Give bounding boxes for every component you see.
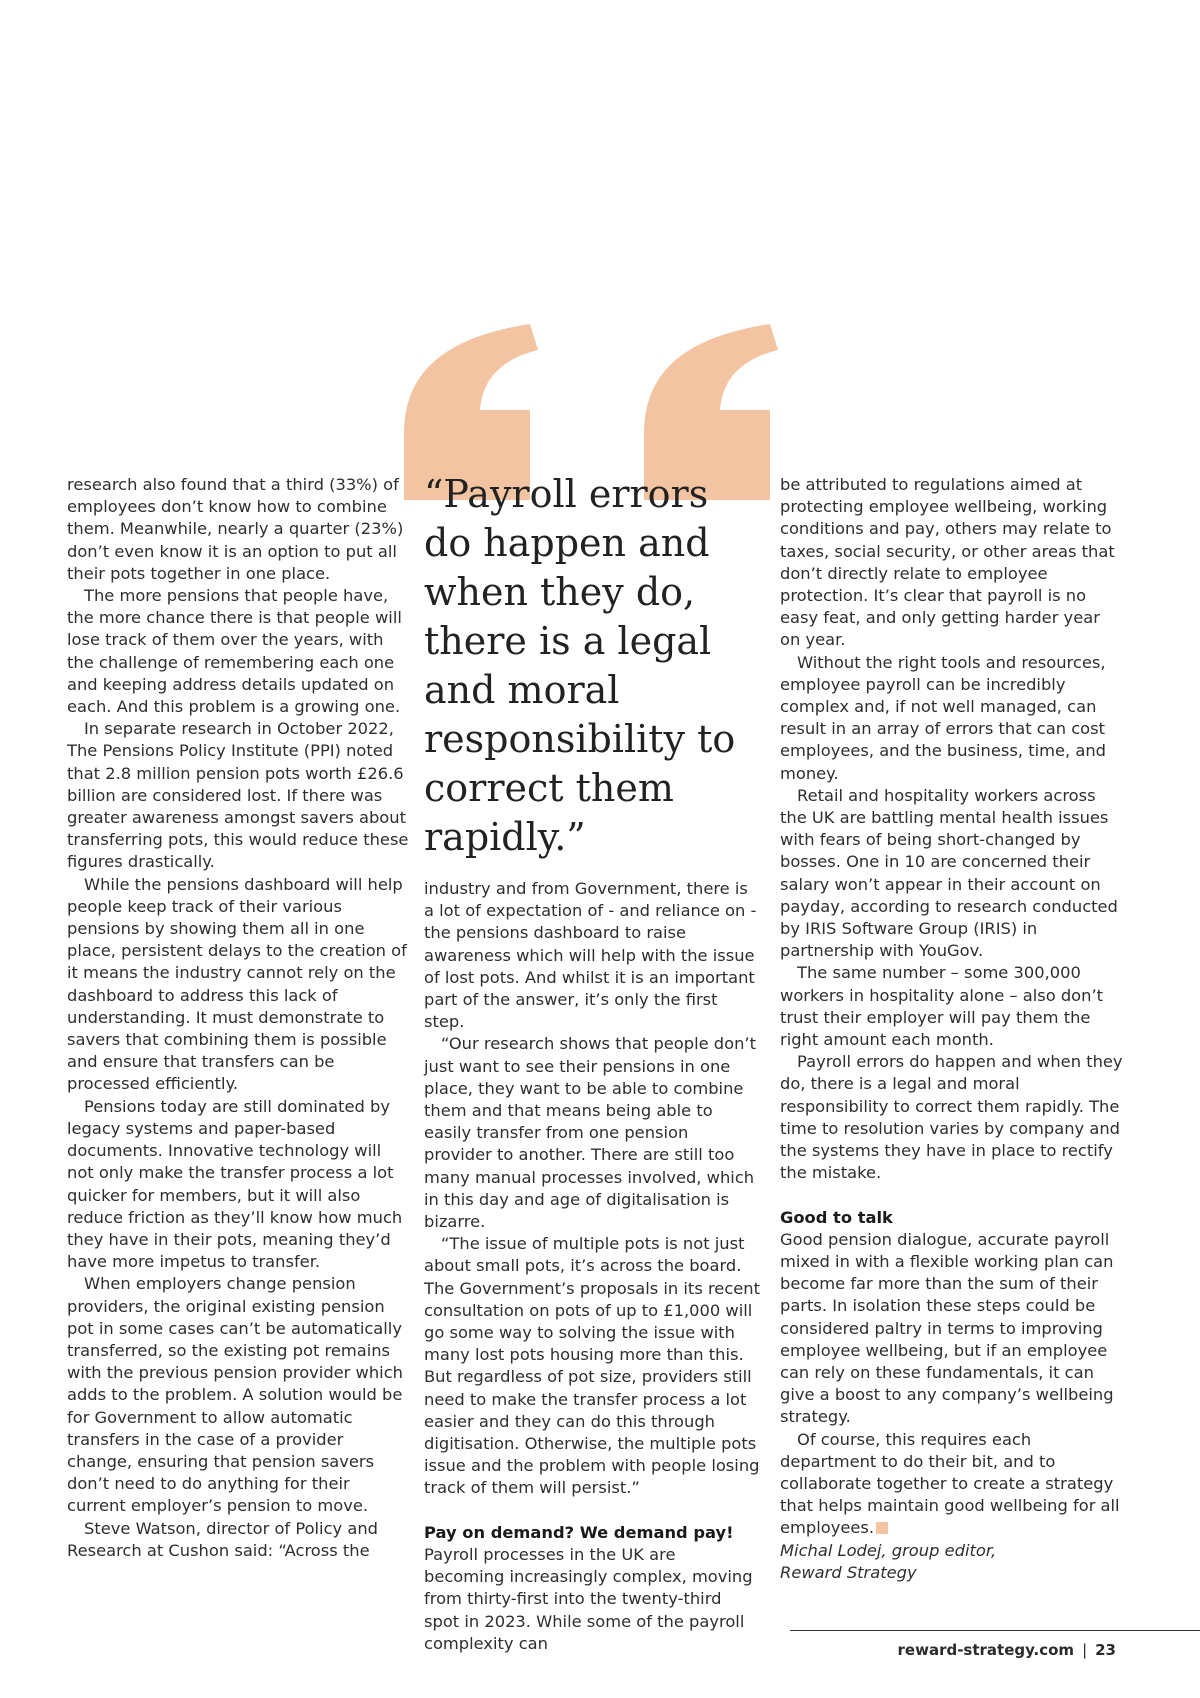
section-heading: Pay on demand? We demand pay! bbox=[424, 1522, 734, 1542]
paragraph-text: Of course, this requires each department to do their bit, and to collaborate together to create a strategy that helps maintain good wellbeing for all employees. bbox=[780, 1429, 1120, 1538]
paragraph: Payroll processes in the UK are becoming increasingly complex, moving from thirty-first into the twenty-third spot in 2023. While some of the payroll complexity can bbox=[424, 1544, 753, 1653]
author-publication: Reward Strategy bbox=[780, 1562, 917, 1582]
paragraph: In separate research in October 2022, The Pensions Policy Institute (PPI) noted that 2.8 million pension pots worth £26.6 billion are considered lost. If there was greater awareness amongst savers about transferring pots, this would reduce these figures drastically. bbox=[67, 719, 409, 872]
article-column-2 bbox=[424, 878, 760, 1655]
author-signature bbox=[780, 1540, 1125, 1584]
page-number: 23 bbox=[1095, 1641, 1116, 1659]
pull-quote: “Payroll errors do happen and when they do, there is a legal and moral responsibility to correct them rapidly.” bbox=[424, 472, 736, 859]
footer-rule bbox=[790, 1630, 1200, 1631]
footer-site: reward-strategy.com bbox=[897, 1641, 1075, 1659]
paragraph: The same number – some 300,000 workers in hospitality alone – also don’t trust their employer will pay them the right amount each month. bbox=[780, 963, 1104, 1050]
paragraph: “The issue of multiple pots is not just about small pots, it’s across the board. The Government’s proposals in its recent consultation on pots of up to £1,000 will go some way to solving the issue with many lost pots housing more than this. But regardless of pot size, providers still need to make the transfer process a lot easier and they can do this through digitisation. Otherwise, the multiple pots issue and the problem with people losing track of them will persist.” bbox=[424, 1234, 760, 1498]
section-heading: Good to talk bbox=[780, 1207, 893, 1227]
paragraph: Retail and hospitality workers across the UK are battling mental health issues with fears of being short-changed by bosses. One in 10 are concerned their salary won’t appear in their account on payday, according to research conducted by IRIS Software Group (IRIS) in partnership with YouGov. bbox=[780, 785, 1118, 961]
article-column-3 bbox=[780, 474, 1125, 1584]
article-column-1 bbox=[67, 474, 409, 1562]
paragraph: Good pension dialogue, accurate payroll mixed in with a flexible working plan can become far more than the sum of their parts. In isolation these steps could be considered paltry in terms to improving employee wellbeing, but if an employee can rely on these fundamentals, it can give a boost to any company’s wellbeing strategy. bbox=[780, 1229, 1114, 1427]
paragraph: research also found that a third (33%) of employees don’t know how to combine them. Meanwhile, nearly a quarter (23%) don’t even know it is an option to put all their pots together in one place. bbox=[67, 475, 404, 583]
paragraph: be attributed to regulations aimed at protecting employee wellbeing, working conditions and pay, others may relate to taxes, social security, or other areas that don’t directly relate to employee protection. It’s clear that payroll is no easy feat, and only getting harder year on year. bbox=[780, 475, 1115, 650]
paragraph: Payroll errors do happen and when they do, there is a legal and moral responsibility to correct them rapidly. The time to resolution varies by company and the systems they have in place to rectify the mistake. bbox=[780, 1052, 1123, 1183]
paragraph: The more pensions that people have, the more chance there is that people will lose track of them over the years, with the challenge of remembering each one and keeping address details updated on each. And this problem is a growing one. bbox=[67, 586, 402, 717]
paragraph: While the pensions dashboard will help people keep track of their various pensions by showing them all in one place, persistent delays to the creation of it means the industry cannot rely on the dashboard to address this lack of understanding. It must demonstrate to savers that combining them is possible and ensure that transfers can be processed efficiently. bbox=[67, 874, 407, 1094]
paragraph: Without the right tools and resources, employee payroll can be incredibly complex and, if not well managed, can result in an array of errors that can cost employees, and the business, time, and money. bbox=[780, 652, 1106, 783]
author-name: Michal Lodej, group editor, bbox=[780, 1540, 997, 1560]
paragraph: “Our research shows that people don’t just want to see their pensions in one place, they want to be able to combine them and that means being able to easily transfer from one pension provider to another. There are still too many manual processes involved, which in this day and age of digitalisation is bizarre. bbox=[424, 1034, 756, 1232]
page-footer bbox=[898, 1641, 1116, 1659]
paragraph: When employers change pension providers, the original existing pension pot in some cases can’t be automatically transferred, so the existing pot remains with the previous pension provider which adds to the problem. A solution would be for Government to allow automatic transfers in the case of a provider change, ensuring that pension savers don’t need to do anything for their current employer’s pension to move. bbox=[67, 1274, 403, 1516]
paragraph: Pensions today are still dominated by legacy systems and paper-based documents. Innovative technology will not only make the transfer process a lot quicker for members, but it will also reduce friction as they’ll know how much they have in their pots, meaning they’d have more impetus to transfer. bbox=[67, 1096, 403, 1272]
end-mark-icon bbox=[876, 1522, 888, 1534]
footer-separator: | bbox=[1082, 1641, 1088, 1659]
paragraph: Steve Watson, director of Policy and Research at Cushon said: “Across the bbox=[67, 1518, 378, 1560]
paragraph bbox=[780, 1429, 1125, 1540]
paragraph: industry and from Government, there is a lot of expectation of - and reliance on - the pensions dashboard to raise awareness which will help with the issue of lost pots. And whilst it is an important part of the answer, it’s only the first step. bbox=[424, 879, 757, 1032]
